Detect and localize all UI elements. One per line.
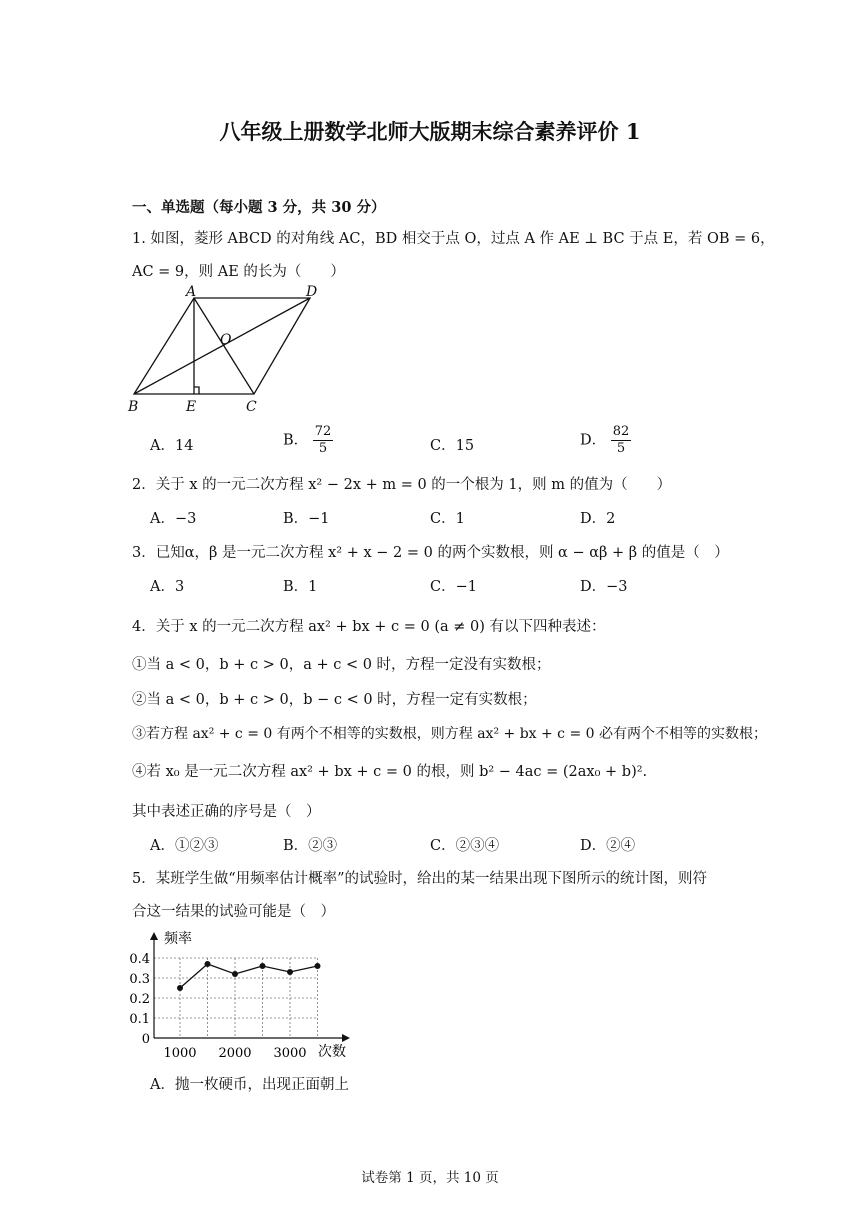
label-o: O: [220, 332, 232, 348]
section-heading: 一、单选题（每小题 3 分，共 30 分）: [132, 199, 386, 216]
q5-stem-line2: 合这一结果的试验可能是（ ）: [132, 904, 335, 920]
x-tick-label: 3000: [273, 1046, 307, 1061]
q1-option-d-letter: D．: [580, 432, 607, 449]
q2-option-b: B．−1: [283, 511, 330, 527]
q4-option-b: B．②③: [283, 838, 338, 854]
label-d: D: [306, 284, 318, 300]
q5-option-a: A．抛一枚硬币，出现正面朝上: [150, 1077, 349, 1093]
data-point: [177, 985, 183, 991]
frequency-chart: [118, 924, 364, 1064]
data-point: [287, 969, 293, 975]
label-b: B: [128, 399, 139, 415]
y-tick-label: 0.4: [129, 952, 150, 967]
q1-stem-line1: 1. 如图，菱形 ABCD 的对角线 AC，BD 相交于点 O，过点 A 作 AE ⊥ BC 于点 E，若 OB = 6，: [132, 231, 775, 247]
y-axis-arrow: [150, 932, 158, 940]
q1-option-d: [580, 424, 631, 457]
series-line: [180, 964, 318, 988]
data-point: [315, 963, 321, 969]
q4-stem: 4．关于 x 的一元二次方程 ax² + bx + c = 0 (a ≠ 0) 有以下四种表述：: [132, 619, 606, 635]
q3-option-a: A．3: [150, 579, 185, 595]
q1-option-b-denominator: 5: [318, 441, 328, 456]
page-footer: 试卷第 1 页，共 10 页: [361, 1170, 499, 1186]
label-c: C: [246, 399, 257, 415]
rhombus-figure: [122, 284, 332, 420]
q3-option-d: D．−3: [580, 579, 628, 595]
data-point: [260, 963, 266, 969]
q1-stem-line2: AC = 9，则 AE 的长为（ ）: [132, 264, 345, 280]
q1-option-b-letter: B．: [283, 432, 309, 449]
q4-option-c: C．②③④: [430, 838, 500, 854]
q4-option-a: A．①②③: [150, 838, 219, 854]
q4-ask: 其中表述正确的序号是（ ）: [132, 804, 321, 820]
q1-option-c: C．15: [430, 438, 475, 454]
chart-grid: [154, 958, 318, 1038]
q3-option-b: B．1: [283, 579, 318, 595]
q4-statement-3: ③若方程 ax² + c = 0 有两个不相等的实数根，则方程 ax² + bx + c = 0 必有两个不相等的实数根；: [132, 726, 768, 742]
q1-option-a: A．14: [150, 438, 194, 454]
q2-stem: 2．关于 x 的一元二次方程 x² − 2x + m = 0 的一个根为 1，则 m 的值为（ ）: [132, 477, 672, 493]
y-tick-label: 0.3: [129, 972, 150, 987]
q3-option-c: C．−1: [430, 579, 477, 595]
q3-stem: 3．已知α，β 是一元二次方程 x² + x − 2 = 0 的两个实数根，则 α − αβ + β 的值是（ ）: [132, 545, 729, 561]
data-point: [232, 971, 238, 977]
chart-series: [177, 961, 321, 991]
q1-option-d-denominator: 5: [616, 441, 626, 456]
y-tick-label: 0: [141, 1032, 150, 1047]
x-tick-label: 2000: [218, 1046, 252, 1061]
q1-option-d-numerator: 82: [612, 424, 630, 439]
q2-option-c: C．1: [430, 511, 465, 527]
q2-option-a: A．−3: [150, 511, 197, 527]
q4-statement-2: ②当 a < 0，b + c > 0，b − c < 0 时，方程一定有实数根；: [132, 692, 537, 708]
q2-option-d: D．2: [580, 511, 616, 527]
q4-option-d: D．②④: [580, 838, 636, 854]
q1-option-b-numerator: 72: [314, 424, 332, 439]
q5-stem-line1: 5．某班学生做“用频率估计概率”的试验时，给出的某一结果出现下图所示的统计图，则符: [132, 871, 708, 887]
y-tick-label: 0.1: [129, 1012, 150, 1027]
right-angle-mark: [194, 387, 199, 394]
chart-xlabel: 次数: [318, 1044, 346, 1060]
q1-option-b-fraction: [313, 424, 334, 457]
chart-ylabel: 频率: [164, 931, 192, 947]
page-title: 八年级上册数学北师大版期末综合素养评价 1: [219, 119, 641, 144]
y-tick-label: 0.2: [129, 992, 150, 1007]
q4-statement-4: ④若 x₀ 是一元二次方程 ax² + bx + c = 0 的根，则 b² − 4ac = (2ax₀ + b)².: [132, 764, 648, 780]
q1-option-b: [283, 424, 333, 457]
x-axis-arrow: [342, 1034, 350, 1042]
label-a: A: [186, 284, 197, 300]
label-e: E: [186, 399, 197, 415]
data-point: [205, 961, 211, 967]
q4-statement-1: ①当 a < 0，b + c > 0，a + c < 0 时，方程一定没有实数根；: [132, 657, 551, 673]
x-tick-label: 1000: [163, 1046, 197, 1061]
q1-option-d-fraction: [611, 424, 632, 457]
